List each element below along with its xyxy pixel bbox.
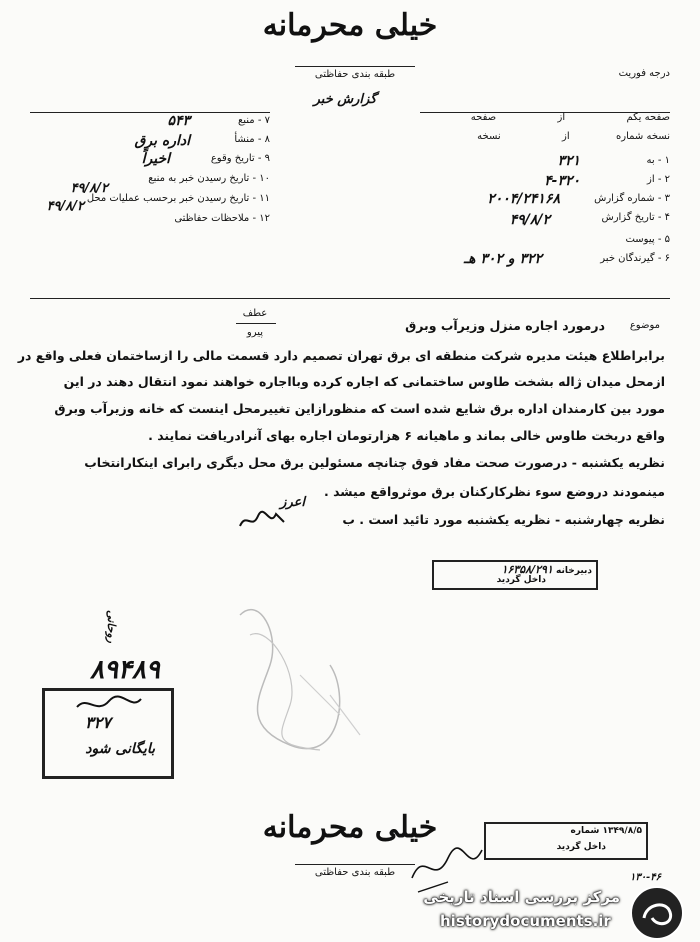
subject-text: درمورد اجاره منزل وزیرآب وبرق [405, 318, 605, 333]
footer-stamp-line-1: ۱۳۴۹/۸/۵ شماره [570, 826, 642, 836]
footer-classification: خیلی محرمانه [262, 810, 438, 845]
footer-stamp [484, 822, 648, 860]
field-report-date-value: ۴۹/۸/۲ [509, 212, 550, 228]
copy-tail: نسخه [477, 131, 501, 142]
field-origin-label: ۸ - منشأ [234, 134, 270, 145]
body-line-6: مینمودند دروضع سوء نظرکارکنان برق موثرواقع میشد . [323, 484, 665, 499]
priority-label: درجه فوریت [618, 68, 670, 79]
copy-count-field [420, 131, 670, 142]
field-news-to-source-date-value: ۴۹/۸/۲ [70, 181, 108, 196]
footer-underline [295, 864, 415, 865]
field-report-number-label: ۳ - شماره گزارش [594, 193, 670, 204]
signature-scribble [238, 508, 288, 532]
watermark-title: مرکز بررسی اسناد تاریخی [423, 888, 620, 906]
page-mid: از [557, 112, 566, 123]
field-to-label: ۱ - به [646, 155, 670, 166]
body-line-2: ازمحل میدان ژاله بشخت طاوس ساختمانی که اجاره کرده وبااجاره خواهند نمود انتقال دهند در این [63, 374, 665, 389]
field-source-label: ۷ - منبع [237, 115, 270, 126]
field-origin-value: اداره برق [134, 133, 190, 149]
field-recipients-value: ۳۲۲ و ۳۰۲ هـ [464, 251, 542, 267]
field-news-ops-date-label: ۱۱ - تاریخ رسیدن خبر برحسب عملیات محل [86, 193, 270, 204]
archive-number: ۳۲۷ [85, 713, 111, 732]
header-underline [295, 66, 415, 67]
field-from-value: ۴-۳۲۰ [544, 173, 580, 189]
ref-line [236, 323, 276, 324]
field-report-number-value: ۲۰۰۴/۲۴۱۶۸ [487, 191, 560, 207]
faded-scribble-mark [200, 575, 400, 775]
archive-scribble [75, 693, 145, 715]
stamp-number: ۱۶۳۵۸/۲۹۱ [501, 563, 553, 576]
body-line-7: نظریه چهارشنبه - نظریه یکشنبه مورد تائید است . ب [342, 512, 665, 527]
report-type: گزارش خبر [313, 92, 377, 107]
archive-box [42, 688, 174, 779]
field-security-notes-label: ۱۲ - ملاحظات حفاظتی [174, 213, 270, 224]
field-news-to-source-date-label: ۱۰ - تاریخ رسیدن خبر به منبع [148, 173, 270, 184]
field-from-label: ۲ - از [647, 174, 670, 185]
footer-code: ۱۳۰-۴۶ [630, 872, 662, 883]
header-divider [30, 298, 670, 299]
followup-label: پیرو [246, 327, 264, 338]
side-note: روحانی [105, 609, 119, 644]
secretariat-stamp [432, 560, 598, 590]
field-to-value: ۳۲۱ [557, 153, 580, 169]
signature-handwritten: اعرز [280, 495, 305, 510]
watermark-logo-icon [630, 886, 684, 940]
logo-swirl-icon [632, 888, 682, 938]
copy-label: نسخه شماره [616, 131, 670, 142]
classification-sub: طبقه بندی حفاظتی [314, 69, 396, 80]
field-attachment-label: ۵ - پیوست [625, 234, 670, 245]
footer-class-sub: طبقه بندی حفاظتی [314, 867, 396, 878]
field-news-ops-date-value: ۴۹/۸/۲ [46, 199, 84, 214]
field-report-date-label: ۴ - تاریخ گزارش [601, 212, 670, 223]
stamp-secretariat: دبیرخانه [556, 566, 592, 576]
page-label: صفحه یکم [626, 112, 670, 123]
handwritten-number: ۸۹۴۸۹ [90, 655, 160, 685]
body-line-3: مورد بین کارمندان اداره برق شایع شده است که منظورازاین تغییرمحل اینست که خانه وزیرآب وبرق [54, 401, 665, 416]
stamp-entered: داخل گردید [496, 575, 546, 585]
watermark-url: historydocuments.ir [440, 912, 611, 930]
subject-label: موضوع [629, 320, 660, 331]
field-attachment [420, 234, 670, 245]
body-line-5: نظریه یکشنبه - درصورت صحت مفاد فوق چنانچه مسئولین برق محل دیگری رابرای اینکارانتخاب [84, 455, 665, 470]
copy-mid: از [562, 131, 570, 142]
page-tail: صفحه [470, 112, 497, 123]
footer-stamp-line-2: داخل گردید [556, 842, 606, 852]
field-security-notes [30, 213, 270, 224]
field-occurrence-date-value: اخیراً [141, 151, 170, 167]
ref-label: عطف [242, 308, 268, 319]
archive-instruction: بایگانی شود [85, 741, 155, 757]
page-count-field [420, 112, 670, 123]
field-source-value: ۵۴۳ [167, 113, 190, 129]
field-recipients-label: ۶ - گیرندگان خبر [600, 253, 670, 264]
field-occurrence-date-label: ۹ - تاریخ وقوع [210, 153, 270, 164]
body-line-4: واقع دربخت طاوس خالی بماند و ماهیانه ۶ هزارتومان اجاره بهای آنرادریافت نمایند . [148, 428, 665, 443]
body-line-1: برابراطلاع هیئت مدیره شرکت منطقه ای برق تهران تصمیم دارد قسمت مالی را ازساختمان فعلی واقع در [17, 348, 665, 363]
classification-title: خیلی محرمانه [262, 8, 438, 43]
